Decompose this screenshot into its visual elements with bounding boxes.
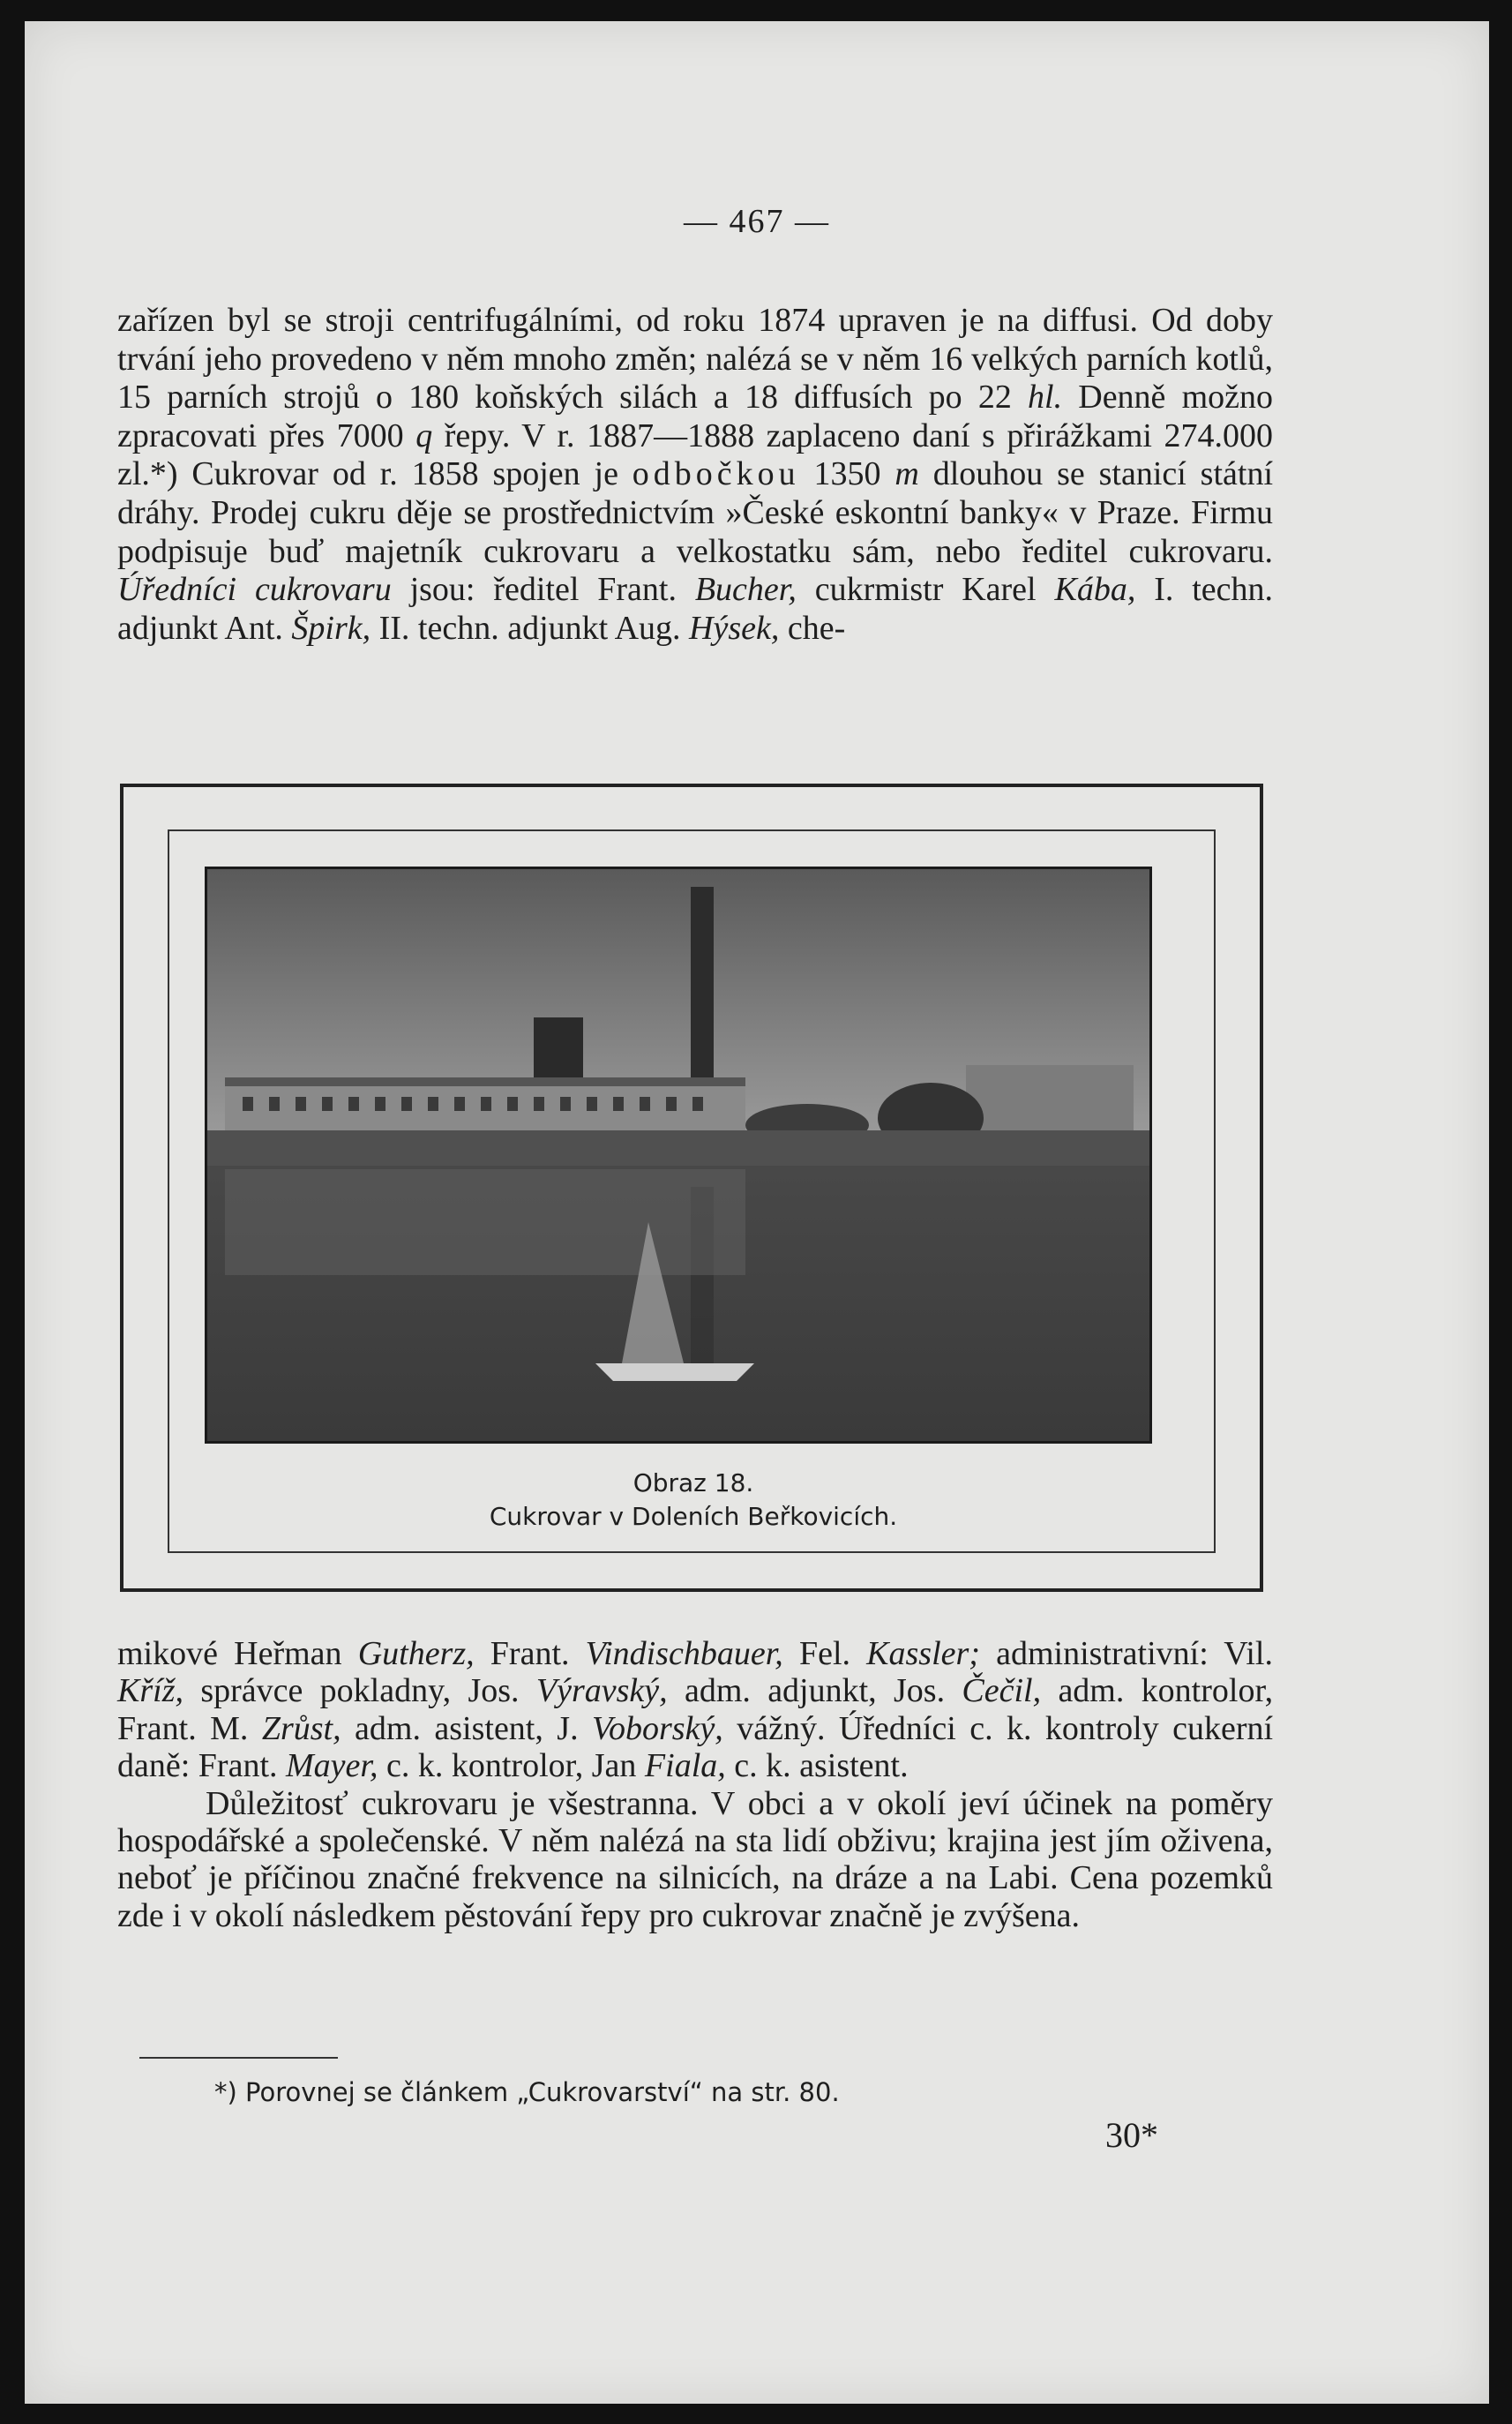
factory-tower <box>534 1017 583 1079</box>
person-name: Vindischbauer, <box>585 1635 783 1672</box>
text-run: vážný. Úředníci c. k. kontroly cukerní daně: Frant. <box>117 1709 1274 1785</box>
figure-frame <box>120 784 1263 1592</box>
person-name: Mayer, <box>286 1747 378 1785</box>
italic-heading-officials: Úředníci cukrovaru <box>117 571 392 609</box>
figure-inner-border <box>168 829 1216 1553</box>
text-run: 1350 <box>813 455 881 493</box>
factory-roof <box>225 1077 745 1086</box>
person-name: Špirk, <box>291 609 371 647</box>
unit-quintal: q <box>415 417 433 454</box>
text-run: c. k. kontrolor, Jan <box>385 1747 637 1785</box>
text-run: zařízen byl se stroji centrifugálními, od roku 1874 upraven je na diffusi. Od doby trvání jeho provedeno v něm mnoho změn; nalézá se v něm 16 velkých parních kotlů, 15 parních strojů o 180 koňských silách a 18 diffusích po 22 <box>117 302 1273 417</box>
figure-caption-number: Obraz 18. <box>632 1468 754 1497</box>
figure-caption-title: Cukrovar v Doleních Beřkovicích. <box>489 1502 898 1531</box>
footnote: *) Porovnej se článkem „Cukrovarství“ na str. 80. <box>214 2077 840 2107</box>
person-name: Výravský, <box>535 1672 668 1710</box>
text-run: II. techn. adjunkt Aug. <box>378 609 681 647</box>
text-run: Fel. <box>798 1635 850 1672</box>
text-run: adm. adjunkt, Jos. <box>684 1672 946 1710</box>
page-number: — 467 — <box>684 203 830 240</box>
person-name: Fiala, <box>644 1747 726 1785</box>
signature-mark: 30* <box>1105 2115 1158 2155</box>
footnote-rule <box>139 2057 338 2059</box>
person-name: Kassler; <box>866 1635 980 1672</box>
house-right <box>966 1065 1134 1136</box>
text-run: administrativní: Vil. <box>996 1635 1273 1672</box>
text-run: adm. asistent, J. <box>355 1709 579 1747</box>
text-run: Důležitosť cukrovaru je všestranna. V obci a v okolí jeví účinek na poměry hospodářské a společenské. V něm nalézá na sta lidí obživu; krajina jest jím oživena, neboť je příčinou značné frekvence na silnicích, na dráze a na Labi. Cena pozemků zde i v okolí následkem pěstování řepy pro cukrovar značně je zvýšena. <box>117 1784 1273 1934</box>
text-run: adm. kontrolor, Frant. M. <box>117 1672 1274 1747</box>
sugar-factory-photograph <box>205 867 1152 1444</box>
person-name: Kába, <box>1054 571 1136 609</box>
text-run: jsou: ředitel Frant. <box>409 571 677 609</box>
person-name: Hýsek, <box>689 609 780 647</box>
photo-illustration <box>207 869 1149 1441</box>
text-run: správce pokladny, Jos. <box>200 1672 520 1710</box>
text-run: mikové Heřman <box>117 1635 342 1672</box>
spaced-word: odbočkou <box>632 455 800 493</box>
person-name: Gutherz, <box>357 1635 475 1672</box>
text-run: řepy. V r. 1887—1888 zaplaceno daní s přirážkami 274.000 zl.*) Cukrovar od r. 1858 spojen je <box>117 417 1274 493</box>
factory-reflection <box>225 1169 745 1275</box>
text-run: c. k. asistent. <box>734 1747 909 1785</box>
person-name: Čečil, <box>962 1672 1042 1710</box>
top-paragraph <box>117 302 1273 648</box>
bottom-paragraph <box>117 1635 1273 1934</box>
riverbank <box>207 1130 1149 1166</box>
sailboat-hull <box>595 1363 754 1381</box>
text-run: Frant. <box>490 1635 570 1672</box>
text-run: Denně možno zpracovati přes 7000 <box>117 379 1274 454</box>
person-name: Zrůst, <box>261 1709 341 1747</box>
chimney <box>691 887 714 1097</box>
person-name: Bucher, <box>694 571 797 609</box>
book-page <box>25 21 1489 2404</box>
text-run: cukrmistr Karel <box>814 571 1037 609</box>
person-name: Kříž, <box>117 1672 183 1710</box>
person-name: Voborský, <box>592 1709 723 1747</box>
unit-hectoliter: hl. <box>1028 379 1063 417</box>
text-run: che- <box>787 609 846 647</box>
unit-meter: m <box>894 455 919 493</box>
text-run: I. techn. adjunkt Ant. <box>117 571 1273 647</box>
text-run: dlouhou se stanicí státní dráhy. Prodej cukru děje se prostřednictvím »České eskontní banky« v Praze. Firmu podpisuje buď majetník cukrovaru a velkostatku sám, nebo ředitel cukrovaru. <box>117 455 1274 570</box>
